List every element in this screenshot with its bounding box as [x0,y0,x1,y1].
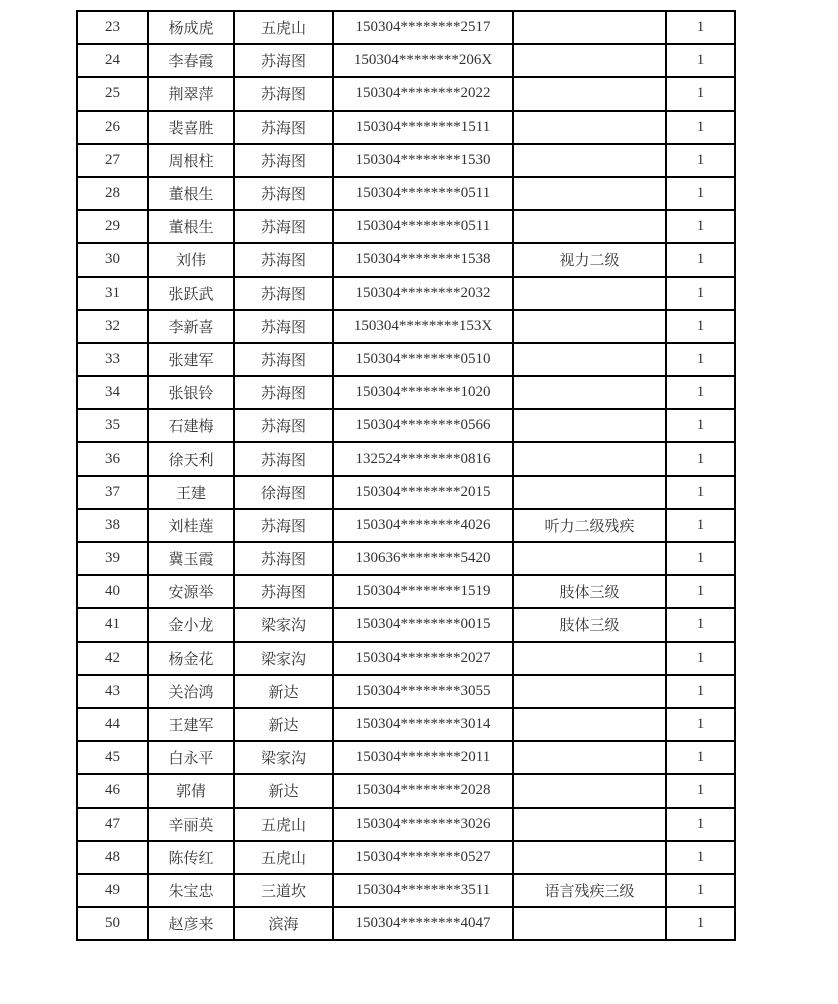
id-number-cell: 150304********1519 [333,575,513,608]
table-row [77,542,735,575]
count-cell: 1 [666,376,735,409]
table-row [77,708,735,741]
table-row [77,741,735,774]
name-cell: 张建军 [148,343,234,376]
count-cell: 1 [666,111,735,144]
name-cell: 董根生 [148,177,234,210]
village-cell: 苏海图 [234,111,333,144]
name-cell: 王建 [148,476,234,509]
count-cell: 1 [666,476,735,509]
village-cell: 苏海图 [234,144,333,177]
row-number-cell: 47 [77,808,148,841]
id-number-cell: 150304********1530 [333,144,513,177]
row-number-cell: 49 [77,874,148,907]
village-cell: 新达 [234,774,333,807]
table-row [77,44,735,77]
disability-note-cell [513,808,666,841]
count-cell: 1 [666,509,735,542]
row-number-cell: 32 [77,310,148,343]
name-cell: 董根生 [148,210,234,243]
count-cell: 1 [666,44,735,77]
name-cell: 郭倩 [148,774,234,807]
id-number-cell: 150304********153X [333,310,513,343]
village-cell: 苏海图 [234,343,333,376]
id-number-cell: 150304********2015 [333,476,513,509]
disability-note-cell: 语言残疾三级 [513,874,666,907]
table-row [77,77,735,110]
id-number-cell: 150304********1020 [333,376,513,409]
id-number-cell: 150304********2028 [333,774,513,807]
row-number-cell: 37 [77,476,148,509]
name-cell: 李新喜 [148,310,234,343]
table-row [77,343,735,376]
table-row [77,907,735,940]
disability-note-cell [513,476,666,509]
disability-note-cell: 肢体三级 [513,608,666,641]
table-row [77,841,735,874]
row-number-cell: 46 [77,774,148,807]
count-cell: 1 [666,808,735,841]
village-cell: 苏海图 [234,210,333,243]
roster-table [76,10,736,941]
row-number-cell: 50 [77,907,148,940]
disability-note-cell [513,177,666,210]
name-cell: 徐天利 [148,442,234,475]
id-number-cell: 150304********2032 [333,277,513,310]
table-row [77,874,735,907]
row-number-cell: 23 [77,11,148,44]
disability-note-cell: 视力二级 [513,243,666,276]
id-number-cell: 150304********0527 [333,841,513,874]
count-cell: 1 [666,642,735,675]
row-number-cell: 25 [77,77,148,110]
row-number-cell: 29 [77,210,148,243]
row-number-cell: 40 [77,575,148,608]
row-number-cell: 36 [77,442,148,475]
table-row [77,310,735,343]
row-number-cell: 27 [77,144,148,177]
village-cell: 五虎山 [234,841,333,874]
count-cell: 1 [666,442,735,475]
name-cell: 李春霞 [148,44,234,77]
table-row [77,575,735,608]
table-row [77,808,735,841]
name-cell: 白永平 [148,741,234,774]
name-cell: 王建军 [148,708,234,741]
id-number-cell: 150304********2011 [333,741,513,774]
table-row [77,509,735,542]
disability-note-cell [513,442,666,475]
disability-note-cell [513,774,666,807]
disability-note-cell: 听力二级残疾 [513,509,666,542]
count-cell: 1 [666,774,735,807]
village-cell: 滨海 [234,907,333,940]
id-number-cell: 150304********0015 [333,608,513,641]
name-cell: 杨成虎 [148,11,234,44]
id-number-cell: 150304********2517 [333,11,513,44]
name-cell: 刘桂莲 [148,509,234,542]
village-cell: 苏海图 [234,44,333,77]
count-cell: 1 [666,741,735,774]
table-row [77,376,735,409]
id-number-cell: 150304********206X [333,44,513,77]
village-cell: 苏海图 [234,177,333,210]
disability-note-cell [513,741,666,774]
row-number-cell: 28 [77,177,148,210]
name-cell: 裴喜胜 [148,111,234,144]
row-number-cell: 42 [77,642,148,675]
disability-note-cell [513,44,666,77]
table-row [77,11,735,44]
id-number-cell: 150304********2022 [333,77,513,110]
row-number-cell: 26 [77,111,148,144]
name-cell: 石建梅 [148,409,234,442]
village-cell: 苏海图 [234,542,333,575]
village-cell: 苏海图 [234,376,333,409]
village-cell: 梁家沟 [234,741,333,774]
disability-note-cell [513,343,666,376]
count-cell: 1 [666,144,735,177]
id-number-cell: 150304********0510 [333,343,513,376]
name-cell: 冀玉霞 [148,542,234,575]
disability-note-cell [513,675,666,708]
row-number-cell: 35 [77,409,148,442]
table-row [77,210,735,243]
name-cell: 刘伟 [148,243,234,276]
name-cell: 赵彦来 [148,907,234,940]
village-cell: 梁家沟 [234,608,333,641]
id-number-cell: 150304********0511 [333,210,513,243]
id-number-cell: 150304********0511 [333,177,513,210]
row-number-cell: 43 [77,675,148,708]
count-cell: 1 [666,675,735,708]
count-cell: 1 [666,907,735,940]
village-cell: 苏海图 [234,442,333,475]
name-cell: 金小龙 [148,608,234,641]
village-cell: 苏海图 [234,310,333,343]
village-cell: 苏海图 [234,77,333,110]
village-cell: 三道坎 [234,874,333,907]
disability-note-cell [513,376,666,409]
roster-body [77,11,735,940]
row-number-cell: 34 [77,376,148,409]
count-cell: 1 [666,310,735,343]
village-cell: 五虎山 [234,808,333,841]
disability-note-cell [513,144,666,177]
disability-note-cell [513,111,666,144]
count-cell: 1 [666,608,735,641]
count-cell: 1 [666,210,735,243]
village-cell: 新达 [234,708,333,741]
id-number-cell: 150304********1511 [333,111,513,144]
id-number-cell: 150304********1538 [333,243,513,276]
table-row [77,409,735,442]
table-row [77,442,735,475]
table-row [77,476,735,509]
village-cell: 苏海图 [234,409,333,442]
name-cell: 关治鸿 [148,675,234,708]
disability-note-cell [513,708,666,741]
name-cell: 周根柱 [148,144,234,177]
village-cell: 新达 [234,675,333,708]
disability-note-cell [513,841,666,874]
name-cell: 陈传红 [148,841,234,874]
name-cell: 杨金花 [148,642,234,675]
count-cell: 1 [666,277,735,310]
table-row [77,675,735,708]
count-cell: 1 [666,177,735,210]
disability-note-cell [513,907,666,940]
count-cell: 1 [666,708,735,741]
id-number-cell: 150304********2027 [333,642,513,675]
id-number-cell: 130636********5420 [333,542,513,575]
row-number-cell: 30 [77,243,148,276]
disability-note-cell [513,409,666,442]
count-cell: 1 [666,77,735,110]
disability-note-cell [513,642,666,675]
village-cell: 徐海图 [234,476,333,509]
row-number-cell: 45 [77,741,148,774]
table-row [77,144,735,177]
name-cell: 安源举 [148,575,234,608]
count-cell: 1 [666,11,735,44]
id-number-cell: 150304********4047 [333,907,513,940]
row-number-cell: 31 [77,277,148,310]
table-row [77,277,735,310]
count-cell: 1 [666,575,735,608]
row-number-cell: 39 [77,542,148,575]
id-number-cell: 150304********3055 [333,675,513,708]
village-cell: 梁家沟 [234,642,333,675]
table-row [77,243,735,276]
disability-note-cell [513,542,666,575]
table-row [77,642,735,675]
table-row [77,608,735,641]
count-cell: 1 [666,243,735,276]
village-cell: 五虎山 [234,11,333,44]
village-cell: 苏海图 [234,243,333,276]
table-row [77,177,735,210]
name-cell: 朱宝忠 [148,874,234,907]
disability-note-cell [513,11,666,44]
id-number-cell: 150304********0566 [333,409,513,442]
name-cell: 辛丽英 [148,808,234,841]
count-cell: 1 [666,409,735,442]
id-number-cell: 150304********3511 [333,874,513,907]
table-row [77,111,735,144]
id-number-cell: 150304********3026 [333,808,513,841]
name-cell: 张银铃 [148,376,234,409]
row-number-cell: 41 [77,608,148,641]
row-number-cell: 33 [77,343,148,376]
count-cell: 1 [666,874,735,907]
id-number-cell: 150304********4026 [333,509,513,542]
disability-note-cell [513,77,666,110]
table-row [77,774,735,807]
name-cell: 荆翠萍 [148,77,234,110]
row-number-cell: 44 [77,708,148,741]
village-cell: 苏海图 [234,509,333,542]
id-number-cell: 132524********0816 [333,442,513,475]
count-cell: 1 [666,841,735,874]
row-number-cell: 48 [77,841,148,874]
count-cell: 1 [666,542,735,575]
disability-note-cell: 肢体三级 [513,575,666,608]
count-cell: 1 [666,343,735,376]
disability-note-cell [513,277,666,310]
id-number-cell: 150304********3014 [333,708,513,741]
row-number-cell: 38 [77,509,148,542]
disability-note-cell [513,310,666,343]
village-cell: 苏海图 [234,277,333,310]
name-cell: 张跃武 [148,277,234,310]
village-cell: 苏海图 [234,575,333,608]
disability-note-cell [513,210,666,243]
row-number-cell: 24 [77,44,148,77]
